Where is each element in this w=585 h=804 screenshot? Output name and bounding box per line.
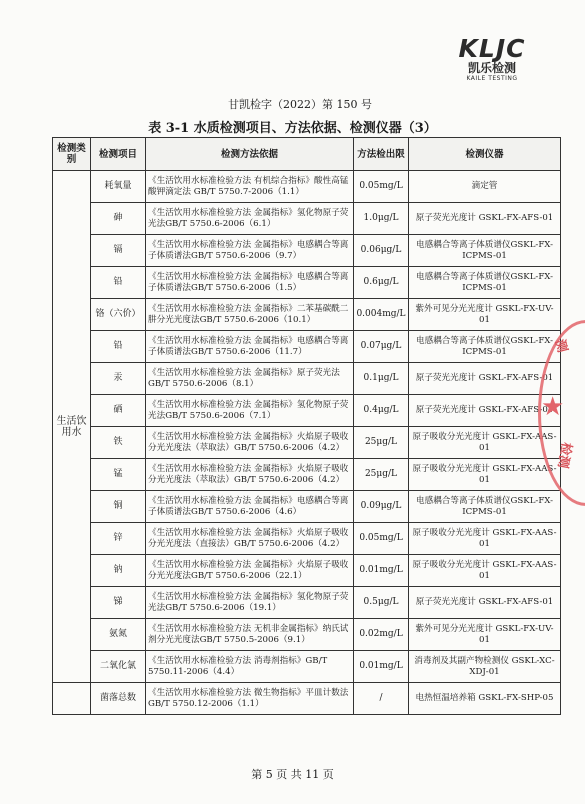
instrument-cell: 原子吸收分光光度计 GSKL-FX-AAS-01 — [409, 523, 561, 555]
limit-cell: 0.6μg/L — [354, 267, 409, 299]
table-row — [53, 459, 561, 491]
test-method-table — [52, 137, 561, 715]
item-cell: 铅 — [91, 267, 146, 299]
column-header-method: 检测方法依据 — [146, 138, 354, 171]
method-cell: 《生活饮用水标准检验方法 微生物指标》平皿计数法GB/T 5750.12-2006（1.1） — [146, 683, 354, 715]
instrument-cell: 原子荧光光度计 GSKL-FX-AFS-01 — [409, 395, 561, 427]
limit-cell: / — [354, 683, 409, 715]
table-row — [53, 203, 561, 235]
item-cell: 锑 — [91, 587, 146, 619]
method-cell: 《生活饮用水标准检验方法 金属指标》二苯基碳酰二肼分光光度法GB/T 5750.6-2006（10.1） — [146, 299, 354, 331]
item-cell: 镉 — [91, 235, 146, 267]
table-row — [53, 171, 561, 203]
limit-cell: 1.0μg/L — [354, 203, 409, 235]
limit-cell: 25μg/L — [354, 459, 409, 491]
limit-cell: 0.004mg/L — [354, 299, 409, 331]
item-cell: 铜 — [91, 491, 146, 523]
method-cell: 《生活饮用水标准检验方法 消毒剂指标》GB/T 5750.11-2006（4.4） — [146, 651, 354, 683]
method-cell: 《生活饮用水标准检验方法 金属指标》火焰原子吸收分光光度法（萃取法）GB/T 5750.6-2006（4.2） — [146, 459, 354, 491]
column-header-item: 检测项目 — [91, 138, 146, 171]
category-cell: 生活饮用水 — [53, 171, 91, 683]
instrument-cell: 滴定管 — [409, 171, 561, 203]
instrument-cell: 原子荧光光度计 GSKL-FX-AFS-01 — [409, 587, 561, 619]
limit-cell: 0.05mg/L — [354, 171, 409, 203]
method-cell: 《生活饮用水标准检验方法 金属指标》氢化物原子荧光法GB/T 5750.6-2006（7.1） — [146, 395, 354, 427]
method-cell: 《生活饮用水标准检验方法 金属指标》电感耦合等离子体质谱法GB/T 5750.6-2006（9.7） — [146, 235, 354, 267]
table-row — [53, 555, 561, 587]
instrument-cell: 电感耦合等离子体质谱仪GSKL-FX-ICPMS-01 — [409, 331, 561, 363]
column-header-instrument: 检测仪器 — [409, 138, 561, 171]
method-cell: 《生活饮用水标准检验方法 金属指标》火焰原子吸收分光光度法GB/T 5750.6-2006（22.1） — [146, 555, 354, 587]
limit-cell: 0.5μg/L — [354, 587, 409, 619]
limit-cell: 0.06μg/L — [354, 235, 409, 267]
instrument-cell: 原子荧光光度计 GSKL-FX-AFS-01 — [409, 363, 561, 395]
limit-cell: 0.01mg/L — [354, 651, 409, 683]
limit-cell: 0.05mg/L — [354, 523, 409, 555]
method-cell: 《生活饮用水标准检验方法 金属指标》氢化物原子荧光法GB/T 5750.6-2006（6.1） — [146, 203, 354, 235]
table-row — [53, 491, 561, 523]
table-row — [53, 235, 561, 267]
limit-cell: 0.4μg/L — [354, 395, 409, 427]
company-logo — [452, 36, 532, 82]
method-cell: 《生活饮用水标准检验方法 金属指标》火焰原子吸收分光光度法（萃取法）GB/T 5750.6-2006（4.2） — [146, 427, 354, 459]
table-header-row — [53, 138, 561, 171]
method-cell: 《生活饮用水标准检验方法 有机综合指标》酸性高锰酸钾滴定法 GB/T 5750.7-2006（1.1） — [146, 171, 354, 203]
document-number: 甘凯检字（2022）第 150 号 — [228, 98, 372, 111]
seal-star-icon: ★ — [541, 392, 565, 422]
logo-english-name: KAILE TESTING — [466, 75, 518, 82]
column-header-category: 检测类别 — [53, 138, 91, 171]
table-row — [53, 331, 561, 363]
instrument-cell: 原子吸收分光光度计 GSKL-FX-AAS-01 — [409, 555, 561, 587]
item-cell: 二氧化氯 — [91, 651, 146, 683]
item-cell: 氨氮 — [91, 619, 146, 651]
instrument-cell: 原子荧光光度计 GSKL-FX-AFS-01 — [409, 203, 561, 235]
method-cell: 《生活饮用水标准检验方法 金属指标》电感耦合等离子体质谱法GB/T 5750.6-2006（4.6） — [146, 491, 354, 523]
limit-cell: 0.1μg/L — [354, 363, 409, 395]
column-header-limit: 方法检出限 — [354, 138, 409, 171]
instrument-cell: 电感耦合等离子体质谱仪GSKL-FX-ICPMS-01 — [409, 235, 561, 267]
item-cell: 硒 — [91, 395, 146, 427]
limit-cell: 25μg/L — [354, 427, 409, 459]
item-cell: 菌落总数 — [91, 683, 146, 715]
item-cell: 汞 — [91, 363, 146, 395]
method-cell: 《生活饮用水标准检验方法 金属指标》火焰原子吸收分光光度法（直接法）GB/T 5750.6-2006（4.2） — [146, 523, 354, 555]
page-number: 第 5 页 共 11 页 — [251, 768, 334, 781]
method-cell: 《生活饮用水标准检验方法 金属指标》原子荧光法GB/T 5750.6-2006（8.1） — [146, 363, 354, 395]
table-row — [53, 619, 561, 651]
item-cell: 砷 — [91, 203, 146, 235]
method-cell: 《生活饮用水标准检验方法 金属指标》氢化物原子荧光法GB/T 5750.6-2006（19.1） — [146, 587, 354, 619]
instrument-cell: 电感耦合等离子体质谱仪GSKL-FX-ICPMS-01 — [409, 267, 561, 299]
instrument-cell: 原子吸收分光光度计 GSKL-FX-AAS-01 — [409, 459, 561, 491]
instrument-cell: 紫外可见分光光度计 GSKL-FX-UV-01 — [409, 299, 561, 331]
method-cell: 《生活饮用水标准检验方法 金属指标》电感耦合等离子体质谱法GB/T 5750.6-2006（1.5） — [146, 267, 354, 299]
instrument-cell: 原子吸收分光光度计 GSKL-FX-AAS-01 — [409, 427, 561, 459]
instrument-cell: 电感耦合等离子体质谱仪GSKL-FX-ICPMS-01 — [409, 491, 561, 523]
logo-chinese-name: 凯乐检测 — [467, 61, 516, 75]
item-cell: 铅 — [91, 331, 146, 363]
item-cell: 锌 — [91, 523, 146, 555]
seal-text-top: 测 — [551, 337, 570, 355]
limit-cell: 0.01mg/L — [354, 555, 409, 587]
seal-text-bottom: 检测 — [554, 441, 574, 470]
category-cell-empty — [53, 683, 91, 715]
logo-mark: KLJC — [458, 34, 526, 63]
method-cell: 《生活饮用水标准检验方法 无机非金属指标》纳氏试剂分光光度法GB/T 5750.5-2006（9.1） — [146, 619, 354, 651]
item-cell: 铁 — [91, 427, 146, 459]
table-row — [53, 267, 561, 299]
table-row — [53, 587, 561, 619]
item-cell: 铬（六价） — [91, 299, 146, 331]
table-row — [53, 651, 561, 683]
limit-cell: 0.07μg/L — [354, 331, 409, 363]
instrument-cell: 紫外可见分光光度计 GSKL-FX-UV-01 — [409, 619, 561, 651]
instrument-cell: 电热恒温培养箱 GSKL-FX-SHP-05 — [409, 683, 561, 715]
table-row — [53, 299, 561, 331]
table-row — [53, 523, 561, 555]
table-title: 表 3-1 水质检测项目、方法依据、检测仪器（3） — [148, 121, 437, 136]
item-cell: 耗氧量 — [91, 171, 146, 203]
item-cell: 锰 — [91, 459, 146, 491]
table-row — [53, 683, 561, 715]
item-cell: 钠 — [91, 555, 146, 587]
limit-cell: 0.02mg/L — [354, 619, 409, 651]
table-row — [53, 363, 561, 395]
limit-cell: 0.09μg/L — [354, 491, 409, 523]
method-cell: 《生活饮用水标准检验方法 金属指标》电感耦合等离子体质谱法GB/T 5750.6-2006（11.7） — [146, 331, 354, 363]
table-row — [53, 427, 561, 459]
table-row — [53, 395, 561, 427]
instrument-cell: 消毒剂及其副产物检测仪 GSKL-XC-XDJ-01 — [409, 651, 561, 683]
